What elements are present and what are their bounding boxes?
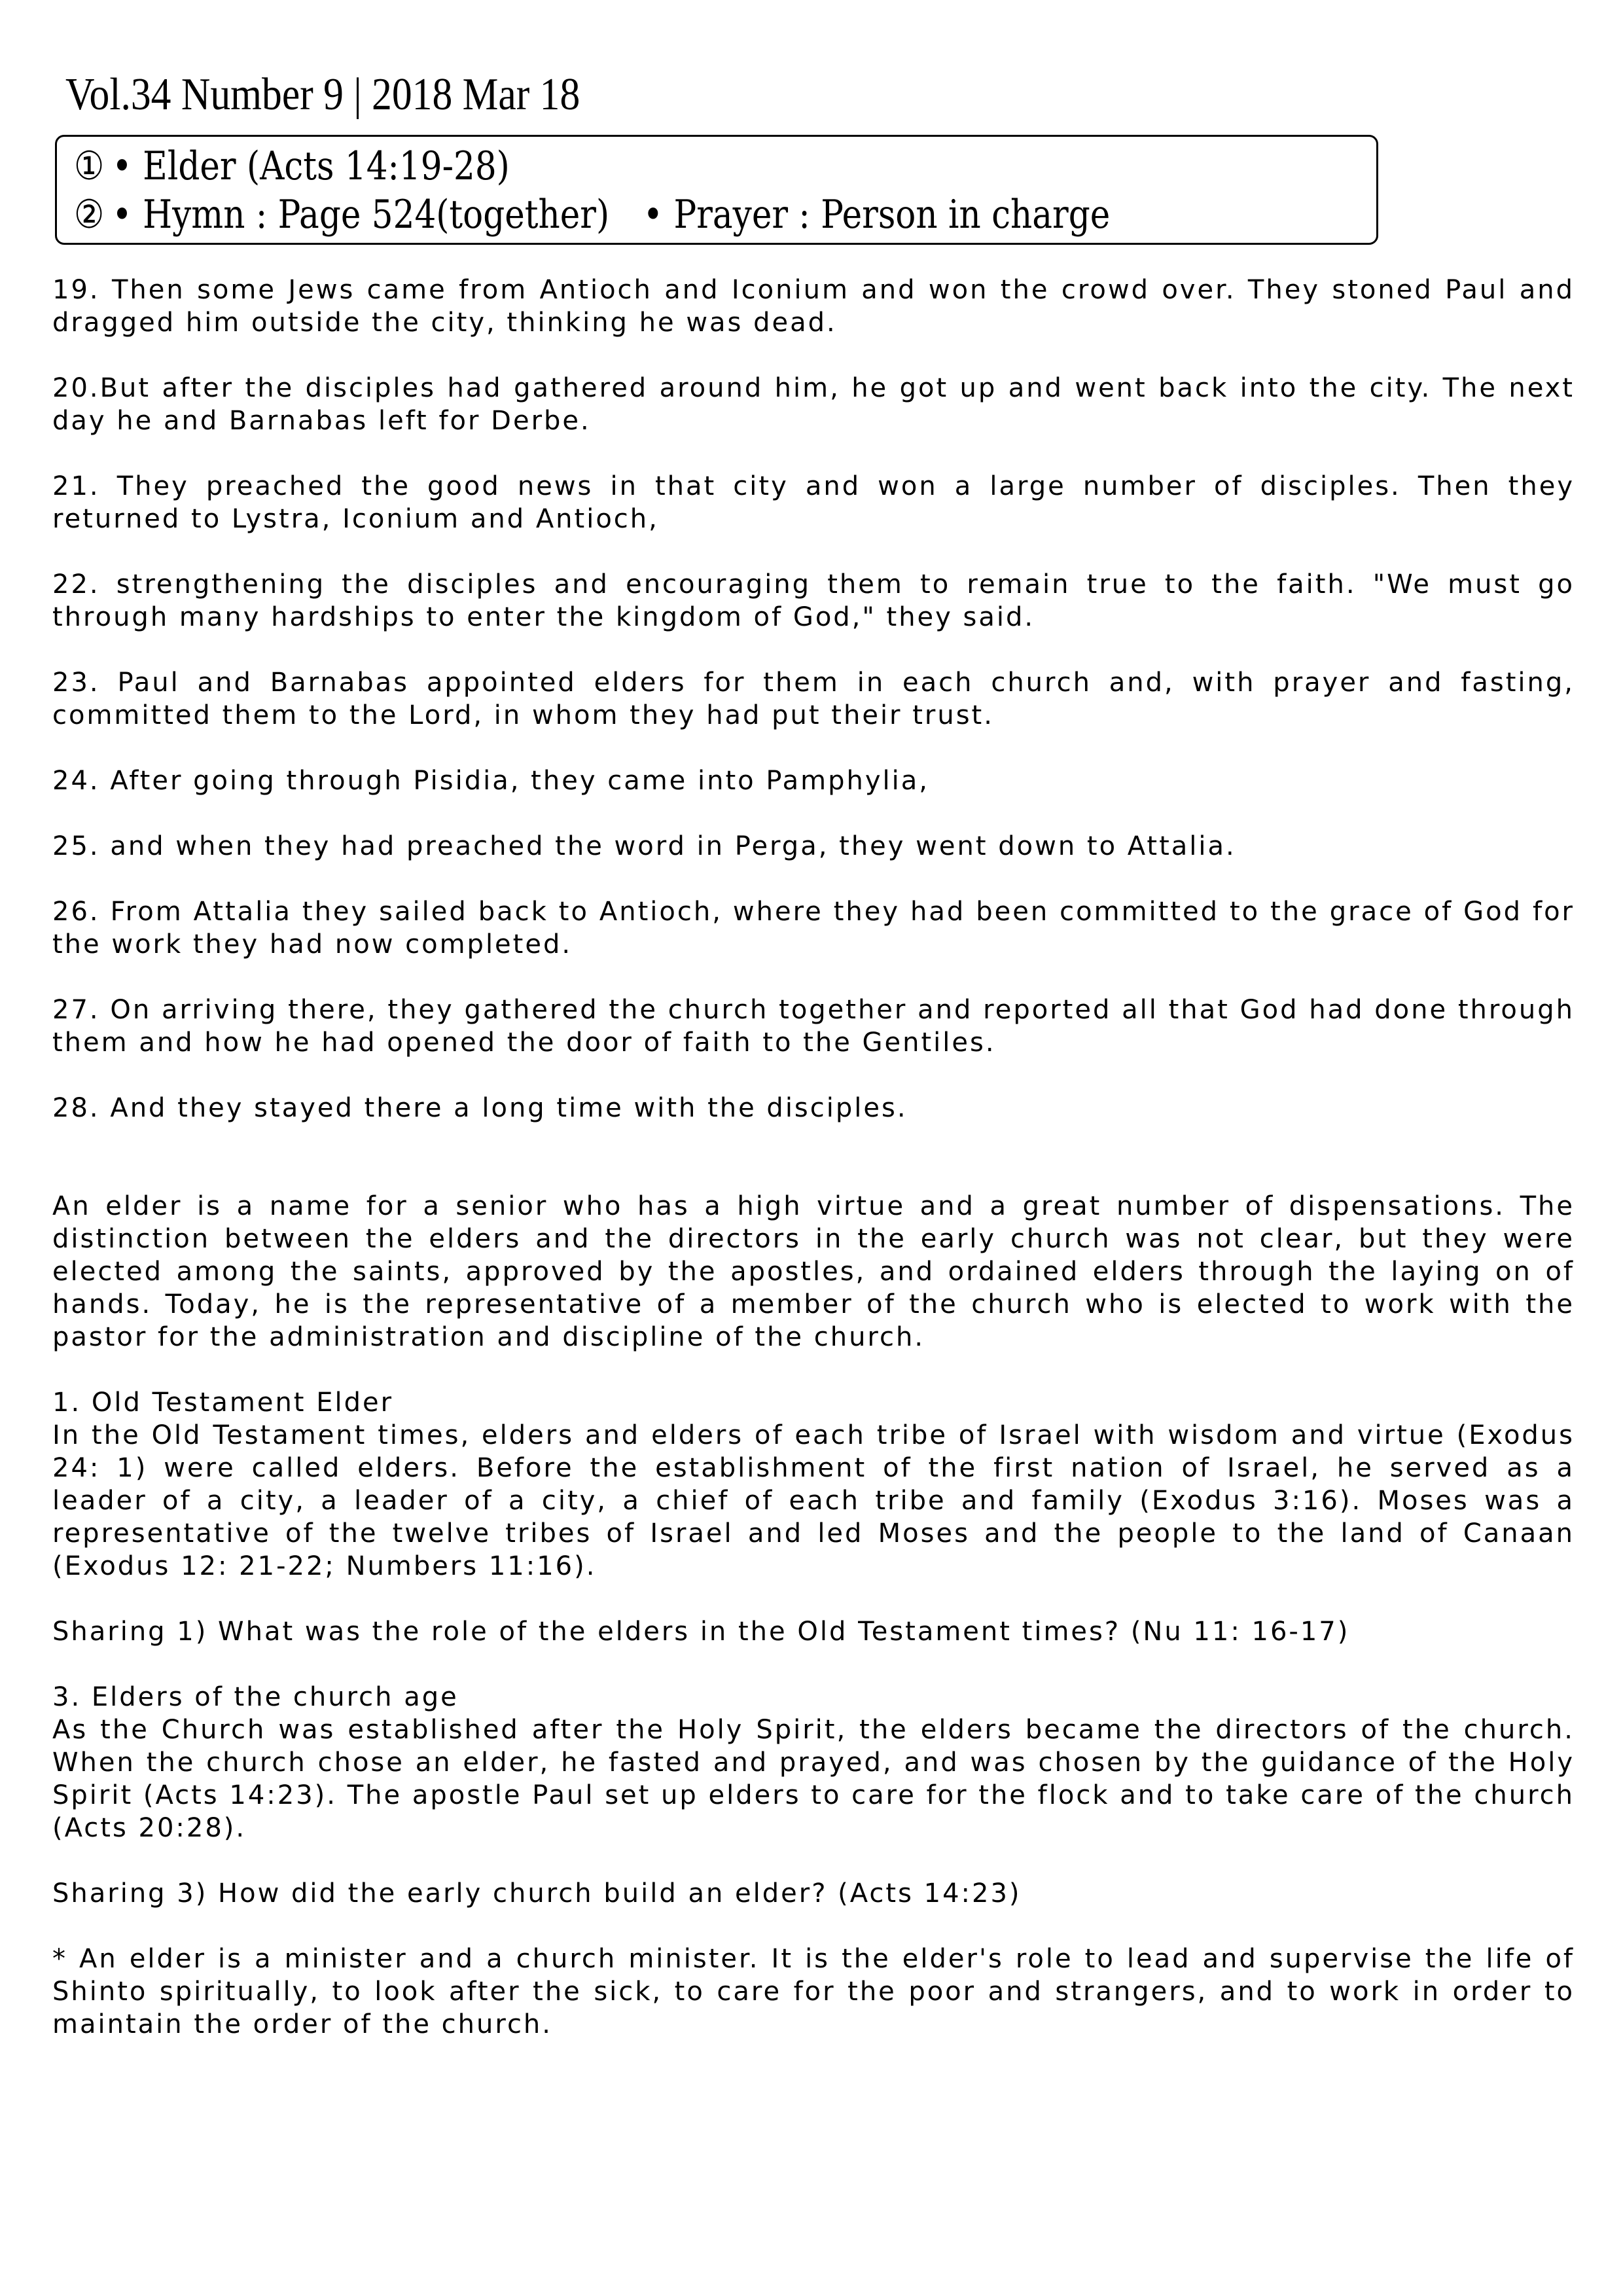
section-heading: 1. Old Testament Elder [52, 1388, 394, 1418]
circled-number-one-icon: ① [74, 143, 105, 189]
verse-27: 27. On arriving there, they gathered the church together and reported all that God had done through them and how he had opened the door of faith to the Gentiles. [52, 995, 1575, 1058]
bullet-icon: • [112, 143, 132, 189]
sharing-question-1: Sharing 1) What was the role of the elders in the Old Testament times? (Nu 11: 16-17) [52, 1617, 1350, 1647]
bulletin-content [52, 274, 1575, 2073]
info-line-sermon [74, 143, 510, 189]
sharing-question-3: Sharing 3) How did the early church build an elder? (Acts 14:23) [52, 1878, 1022, 1909]
verse-23: 23. Paul and Barnabas appointed elders for them in each church and, with prayer and fasting, committed them to the Lord, in whom they had put their trust. [52, 668, 1575, 730]
bullet-icon: • [112, 192, 132, 238]
service-info-box [55, 135, 1378, 245]
verse-19: 19. Then some Jews came from Antioch and Iconium and won the crowd over. They stoned Paul and dragged him outside the city, thinking he was dead. [52, 275, 1575, 338]
section-heading: 3. Elders of the church age [52, 1682, 459, 1712]
verse-22: 22. strengthening the disciples and encouraging them to remain true to the faith. "We must go through many hardships to enter the kingdom of God," they said. [52, 569, 1575, 632]
section-church-age-elders [52, 1681, 1575, 1844]
verse-21: 21. They preached the good news in that city and won a large number of disciples. Then they returned to Lystra, Iconium and Antioch, [52, 471, 1575, 534]
verse-25: 25. and when they had preached the word in Perga, they went down to Attalia. [52, 831, 1236, 861]
section-body: In the Old Testament times, elders and elders of each tribe of Israel with wisdom and virtue (Exodus 24: 1) were called elders. Before the establishment of the first nation of Israel, he served as a leader of a city, a leader of a city, a chief of each tribe and family (Exodus 3:16). Moses was a representative of the twelve tribes of Israel and led Moses and the people to the land of Canaan (Exodus 12: 21-22; Numbers 11:16). [52, 1420, 1575, 1581]
bullet-icon: • [643, 192, 664, 238]
verse-24: 24. After going through Pisidia, they came into Pamphylia, [52, 766, 929, 796]
section-old-testament-elder [52, 1386, 1575, 1583]
sermon-topic: Elder (Acts 14:19-28) [143, 143, 510, 189]
commentary-intro: An elder is a name for a senior who has a high virtue and a great number of dispensations. The distinction between the elders and the directors in the early church was not clear, but they were elected among the saints, approved by the apostles, and ordained elders through the laying on of hands. Today, he is the representative of a member of the church who is elected to work with the pastor for the administration and discipline of the church. [52, 1191, 1575, 1352]
verse-28: 28. And they stayed there a long time with the disciples. [52, 1093, 908, 1123]
closing-note: * An elder is a minister and a church minister. It is the elder's role to lead and supervise the life of Shinto spiritually, to look after the sick, to care for the poor and strangers, and to work in order to maintain the order of the church. [52, 1944, 1575, 2039]
circled-number-two-icon: ② [74, 192, 105, 238]
bulletin-title: Vol.34 Number 9 | 2018 Mar 18 [65, 69, 580, 120]
hymn-info: Hymn : Page 524(together) [143, 192, 610, 238]
verse-26: 26. From Attalia they sailed back to Antioch, where they had been committed to the grace of God for the work they had now completed. [52, 897, 1575, 960]
section-body: As the Church was established after the Holy Spirit, the elders became the directors of the church. When the church chose an elder, he fasted and prayed, and was chosen by the guidance of the Holy Spirit (Acts 14:23). The apostle Paul set up elders to care for the flock and to take care of the church (Acts 20:28). [52, 1715, 1575, 1843]
info-line-hymn-prayer [74, 192, 1110, 238]
prayer-info: Prayer : Person in charge [673, 192, 1111, 238]
verse-20: 20.But after the disciples had gathered around him, he got up and went back into the city. The next day he and Barnabas left for Derbe. [52, 373, 1575, 436]
